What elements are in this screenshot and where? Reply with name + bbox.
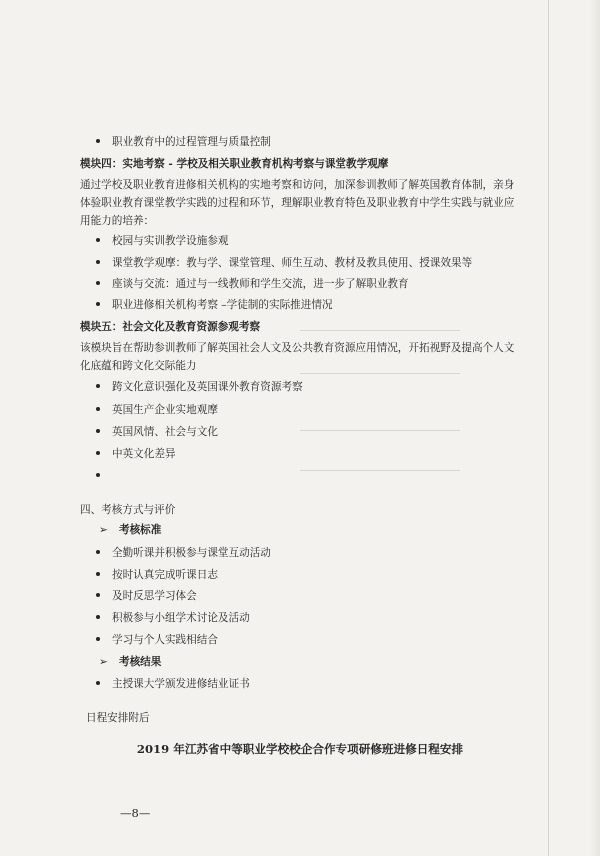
arrow-right-icon: ➢ xyxy=(99,656,108,668)
bleed-through-line xyxy=(300,470,460,471)
bullet-dot-icon xyxy=(96,302,100,306)
bullet-dot-icon xyxy=(96,260,100,264)
bullet-dot-icon xyxy=(96,615,100,619)
list-item: 中英文化差异 xyxy=(96,447,176,461)
list-item: 跨文化意识强化及英国课外教育资源考察 xyxy=(96,380,303,394)
bullet-dot-icon xyxy=(96,384,100,388)
module4-desc-line: 通过学校及职业教育进修相关机构的实地考察和访问，加深参训教师了解英国教育体制，亲身 xyxy=(80,179,515,191)
bleed-through-line xyxy=(300,373,460,374)
bullet-dot-icon xyxy=(96,572,100,576)
module5-desc-line: 该模块旨在帮助参训教师了解英国社会人文及公共教育资源应用情况，开拓视野及提高个人文 xyxy=(80,342,515,354)
list-item: 座谈与交流：通过与一线教师和学生交流，进一步了解职业教育 xyxy=(96,277,409,291)
bullet-dot-icon xyxy=(96,407,100,411)
list-item: 按时认真完成听课日志 xyxy=(96,568,218,582)
module4-title: 模块四：实地考察 - 学校及相关职业教育机构考察与课堂教学观摩 xyxy=(80,158,389,170)
schedule-title: 2019 年江苏省中等职业学校校企合作专项研修班进修日程安排 xyxy=(136,742,464,756)
arrow-right-icon: ➢ xyxy=(99,524,108,536)
bullet-dot-icon xyxy=(96,681,100,685)
list-item: 学习与个人实践相结合 xyxy=(96,633,218,647)
bullet-dot-icon xyxy=(96,593,100,597)
bullet-dot-icon xyxy=(96,473,100,477)
page-fold-line xyxy=(548,0,549,856)
list-item: 积极参与小组学术讨论及活动 xyxy=(96,611,250,625)
list-item: 职业教育中的过程管理与质量控制 xyxy=(96,135,271,149)
list-item: 职业进修相关机构考察 –学徒制的实际推进情况 xyxy=(96,298,333,312)
module5-title: 模块五：社会文化及教育资源参观考察 xyxy=(80,321,261,333)
list-item: 主授课大学颁发进修结业证书 xyxy=(96,677,250,691)
list-item: 全勤听课并积极参与课堂互动活动 xyxy=(96,546,271,560)
section4-title: 四、考核方式与评价 xyxy=(80,504,176,516)
module4-desc-line: 用能力的培养： xyxy=(80,215,155,227)
list-item: 英国生产企业实地观摩 xyxy=(96,403,218,417)
list-item-empty xyxy=(96,469,112,483)
bullet-dot-icon xyxy=(96,451,100,455)
module5-desc-line: 化底蕴和跨文化交际能力 xyxy=(80,360,197,372)
result-heading: ➢ 考核结果 xyxy=(99,656,162,668)
bullet-dot-icon xyxy=(96,139,100,143)
page-edge-shadow xyxy=(590,0,600,856)
list-item: 英国风情、社会与文化 xyxy=(96,425,218,439)
schedule-note: 日程安排附后 xyxy=(86,712,150,724)
bleed-through-line xyxy=(300,330,460,331)
list-item: 及时反思学习体会 xyxy=(96,589,197,603)
list-item: 校园与实训教学设施参观 xyxy=(96,234,229,248)
bullet-dot-icon xyxy=(96,637,100,641)
bleed-through-line xyxy=(300,430,460,431)
page-number: —8— xyxy=(120,806,151,820)
bullet-dot-icon xyxy=(96,550,100,554)
module4-desc-line: 体验职业教育课堂教学实践的过程和环节，理解职业教育特色及职业教育中学生实践与就业应 xyxy=(80,197,515,209)
bullet-dot-icon xyxy=(96,238,100,242)
standard-heading: ➢ 考核标准 xyxy=(99,524,162,536)
list-item: 课堂教学观摩：教与学、课堂管理、师生互动、教材及教具使用、授课效果等 xyxy=(96,256,472,270)
bullet-dot-icon xyxy=(96,429,100,433)
bullet-dot-icon xyxy=(96,281,100,285)
